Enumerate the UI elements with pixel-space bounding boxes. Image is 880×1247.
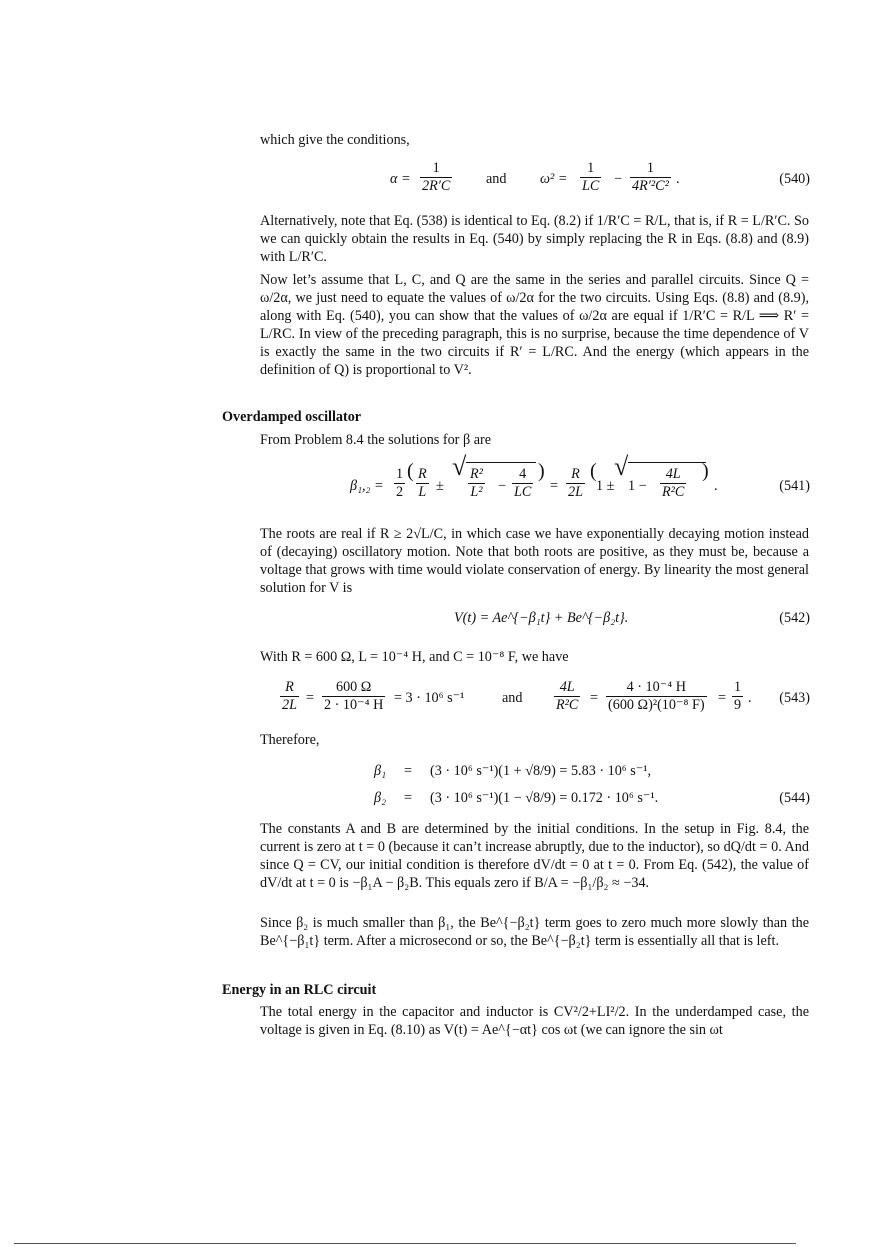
eq543-e — [732, 679, 743, 714]
eq543-eq2: = — [590, 690, 599, 706]
eq541-r2-den: L² — [468, 483, 485, 501]
eq543-b-den: 2 · 10⁻⁴ H — [324, 697, 384, 713]
eq541-half — [394, 466, 405, 501]
paragraph-alternatively: Alternatively, note that Eq. (538) is identical to Eq. (8.2) if 1/R′C = R/L, that is, if R = L/R′C. So we can quickly obtain the results in Eq. (540) by simply replacing the R in Eqs. (8.8) and (8.9) with L/R′C. — [260, 213, 809, 265]
eq543-d-num: 4 · 10⁻⁴ H — [626, 679, 686, 695]
eq544-eq-b: = — [404, 790, 413, 806]
eq543-rhs1: = 3 · 10⁶ s⁻¹ — [394, 690, 465, 706]
eq540-and: and — [486, 171, 507, 187]
eq541-half-num: 1 — [396, 466, 404, 482]
equation-540 — [222, 160, 810, 200]
eq540-lhs: α = — [390, 171, 411, 187]
eq543-e-num: 1 — [734, 679, 742, 695]
eq541-four-num: 4 — [519, 466, 527, 482]
paragraph-from-problem: From Problem 8.4 the solutions for β are — [260, 432, 492, 448]
eq541-sqrt2-bar — [628, 462, 706, 463]
eq543-c — [554, 679, 580, 714]
eq541-one-pm: 1 ± — [596, 478, 615, 494]
eq543-b-num: 600 Ω — [335, 679, 372, 695]
eq541-r2l — [566, 466, 585, 501]
eq543-d-den: (600 Ω)²(10⁻⁸ F) — [608, 697, 705, 713]
eq541-sqrt1-radical: √ — [452, 452, 467, 481]
paragraph-roots: The roots are real if R ≥ 2√L/C, in which case we have exponentially decaying motion instead of (decaying) oscillatory motion. Note that both roots are positive, as they must be, because a voltage that grows with time would violate conservation of energy. By linearity the most general solution for V is — [260, 526, 809, 596]
eq543-b — [322, 679, 385, 714]
eq543-eq1: = — [306, 690, 315, 706]
eq541-paren-open: ( — [407, 460, 414, 482]
eq544-row1: (3 · 10⁶ s⁻¹)(1 + √8/9) = 5.83 · 10⁶ s⁻¹, — [430, 763, 652, 779]
eq543-a-num: R — [285, 679, 294, 695]
eq544-row2: (3 · 10⁶ s⁻¹)(1 − √8/9) = 0.172 · 10⁶ s⁻¹. — [430, 790, 659, 806]
eq541-r2 — [468, 466, 485, 501]
paragraph-intro: which give the conditions, — [260, 132, 410, 148]
eq541-paren2-close: ) — [702, 460, 709, 482]
eq540-minus: − — [614, 171, 623, 187]
eq541-r2l-num: R — [571, 466, 580, 482]
eq541-r2-num: R² — [470, 466, 483, 482]
eq540-frac1-num: 1 — [432, 160, 440, 176]
eq543-c-den: R²C — [556, 697, 579, 713]
eq541-rl-den: L — [416, 483, 429, 501]
equation-number-542: (542) — [779, 610, 810, 626]
eq540-w2: ω² = — [540, 171, 568, 187]
eq541-rl — [416, 466, 429, 501]
eq543-c-num: 4L — [559, 679, 575, 695]
section-heading-energy: Energy in an RLC circuit — [222, 982, 377, 998]
eq544-eq-a: = — [404, 763, 413, 779]
eq544-beta1: β₁ — [374, 763, 386, 779]
eq541-rl-num: R — [418, 466, 427, 482]
eq543-a-den: 2L — [282, 697, 297, 713]
eq540-frac1 — [420, 160, 452, 195]
paragraph-therefore: Therefore, — [260, 732, 320, 748]
eq541-eq: = — [550, 478, 559, 494]
eq541-fl — [660, 466, 686, 501]
equation-number-541: (541) — [779, 478, 810, 494]
equation-number-543: (543) — [779, 690, 810, 706]
equation-541 — [222, 452, 810, 508]
eq540-frac3 — [630, 160, 671, 195]
eq540-frac2-num: 1 — [587, 160, 595, 176]
eq540-frac3-den: 4R′²C² — [632, 178, 669, 194]
equation-number-544: (544) — [779, 790, 810, 806]
eq543-d — [606, 679, 707, 714]
paragraph-with: With R = 600 Ω, L = 10⁻⁴ H, and C = 10⁻⁸ F, we have — [260, 649, 569, 665]
eq541-paren2-open: ( — [590, 460, 597, 482]
eq541-sqrt2-radical: √ — [614, 452, 629, 481]
eq541-half-den: 2 — [396, 484, 404, 500]
eq542-body: V(t) = Ae^{−β₁t} + Be^{−β₂t}. — [454, 610, 629, 626]
equation-543 — [222, 679, 810, 719]
eq541-paren-close: ) — [538, 460, 545, 482]
paragraph-constants: The constants A and B are determined by the initial conditions. In the setup in Fig. 8.4, the current is zero at t = 0 (because it can’t increase abruptly, due to the inductor), so dQ/dt = 0. And since Q = CV, our initial condition is therefore dV/dt = 0 at t = 0. From Eq. (542), the value of dV/dt at t = 0 is −β₁A − β₂B. This equals zero if B/A = −β₁/β₂ ≈ −34. — [260, 821, 809, 891]
paragraph-total-energy: The total energy in the capacitor and inductor is CV²/2+LI²/2. In the underdamped case, the voltage is given in Eq. (8.10) as V(t) = Ae^{−αt} cos ωt (we can ignore the sin ωt — [260, 1004, 809, 1038]
eq541-fl-den: R²C — [662, 484, 685, 500]
paragraph-since: Since β₂ is much smaller than β₁, the Be^{−β₂t} term goes to zero much more slowly than the Be^{−β₁t} term. After a microsecond or so, the Be^{−β₂t} term is essentially all that is left. — [260, 915, 809, 949]
eq543-and: and — [502, 690, 523, 706]
eq540-frac2 — [580, 160, 601, 195]
equation-542 — [222, 609, 810, 631]
eq544-beta2: β₂ — [374, 790, 386, 806]
eq541-dot: . — [714, 478, 718, 494]
eq543-eq3: = — [718, 690, 727, 706]
eq541-lhs: β₁,₂ = — [350, 478, 384, 494]
eq541-four — [512, 466, 533, 501]
equation-number-540: (540) — [779, 171, 810, 187]
paragraph-now: Now let’s assume that L, C, and Q are the same in the series and parallel circuits. Since Q = ω/2α, we just need to equate the values of ω/2α for the two circuits. Using Eqs. (8.8) and (8.9), along with Eq. (540), you can show that the values of ω/2α are equal if 1/R′C = R/L ⟹ R′ = L/RC. In view of the preceding paragraph, this is no surprise, because the time dependence of V is exactly the same in the two circuits if R′ = L/RC. And the energy (which appears in the definition of Q) is proportional to V². — [260, 272, 809, 378]
section-heading-overdamped: Overdamped oscillator — [222, 409, 362, 425]
eq541-r2l-den: 2L — [568, 484, 583, 500]
eq543-dot: . — [748, 690, 752, 706]
eq541-pm: ± — [436, 478, 444, 494]
eq543-e-den: 9 — [734, 697, 742, 713]
eq541-one-minus: 1 − — [628, 478, 647, 494]
footer-rule — [14, 1243, 796, 1244]
eq540-dot: . — [676, 171, 680, 187]
eq541-fl-num: 4L — [665, 466, 681, 482]
eq540-frac3-num: 1 — [646, 160, 654, 176]
eq540-frac2-den: LC — [582, 178, 600, 194]
equation-544 — [222, 762, 810, 810]
eq541-sqrt1-bar — [466, 462, 536, 463]
eq540-frac1-den: 2R′C — [422, 178, 451, 194]
eq543-a — [280, 679, 299, 714]
eq541-minus: − — [498, 478, 507, 494]
eq541-four-den: LC — [514, 484, 532, 500]
